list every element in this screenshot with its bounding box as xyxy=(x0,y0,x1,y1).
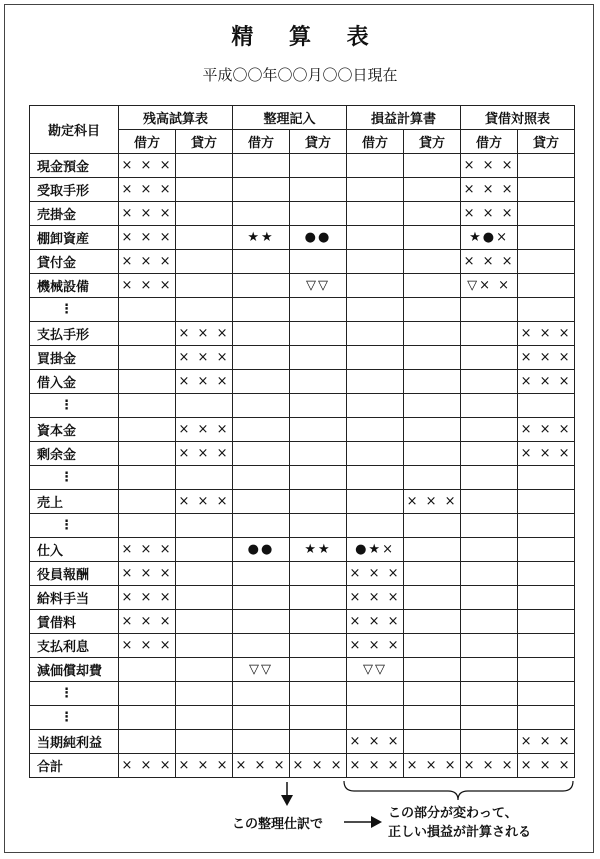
amount-cell xyxy=(404,538,461,562)
table-row xyxy=(30,370,575,394)
amount-cell: × × × xyxy=(461,178,518,202)
account-name-cell: 役員報酬 xyxy=(30,562,119,586)
note-adjusting-entry: この整理仕訳で xyxy=(232,817,324,832)
account-name-cell: 資本金 xyxy=(30,418,119,442)
amount-cell xyxy=(290,562,347,586)
amount-cell: × × × xyxy=(119,586,176,610)
amount-cell: ●● xyxy=(290,226,347,250)
debit-header: 借方 xyxy=(461,130,518,154)
amount-cell xyxy=(518,706,575,730)
amount-cell: × × × xyxy=(119,754,176,778)
amount-cell xyxy=(290,250,347,274)
right-arrow-icon xyxy=(371,816,382,828)
amount-cell xyxy=(404,682,461,706)
amount-cell xyxy=(347,202,404,226)
amount-cell xyxy=(461,562,518,586)
amount-cell xyxy=(233,706,290,730)
amount-cell xyxy=(233,322,290,346)
amount-cell xyxy=(290,610,347,634)
credit-header: 貸方 xyxy=(404,130,461,154)
table-row xyxy=(30,514,575,538)
amount-cell xyxy=(119,706,176,730)
amount-cell xyxy=(461,466,518,490)
amount-cell: ★★ xyxy=(233,226,290,250)
amount-cell xyxy=(404,178,461,202)
amount-cell xyxy=(176,514,233,538)
debit-header: 借方 xyxy=(119,130,176,154)
amount-cell xyxy=(119,370,176,394)
amount-cell xyxy=(461,298,518,322)
amount-cell: × × × xyxy=(404,490,461,514)
amount-cell xyxy=(347,514,404,538)
amount-cell: × × × xyxy=(347,610,404,634)
amount-cell xyxy=(233,202,290,226)
amount-cell xyxy=(404,250,461,274)
debit-header: 借方 xyxy=(233,130,290,154)
amount-cell: × × × xyxy=(461,202,518,226)
amount-cell: × × × xyxy=(233,754,290,778)
as-of-date: 平成〇〇年〇〇月〇〇日現在 xyxy=(202,66,398,84)
table-row xyxy=(30,202,575,226)
amount-cell xyxy=(176,250,233,274)
amount-cell xyxy=(290,298,347,322)
table-row xyxy=(30,442,575,466)
amount-cell xyxy=(119,322,176,346)
amount-cell xyxy=(176,610,233,634)
table-row xyxy=(30,730,575,754)
amount-cell xyxy=(290,490,347,514)
amount-cell xyxy=(233,730,290,754)
amount-cell: × × × xyxy=(119,274,176,298)
amount-cell xyxy=(518,682,575,706)
amount-cell xyxy=(404,634,461,658)
amount-cell: × × × xyxy=(461,154,518,178)
account-name-cell: 支払手形 xyxy=(30,322,119,346)
amount-cell: × × × xyxy=(518,370,575,394)
account-name-cell: ⋮ xyxy=(30,682,119,706)
amount-cell xyxy=(176,562,233,586)
table-row xyxy=(30,466,575,490)
amount-cell xyxy=(404,202,461,226)
amount-cell xyxy=(404,562,461,586)
amount-cell: × × × xyxy=(176,346,233,370)
account-name-cell: ⋮ xyxy=(30,298,119,322)
amount-cell xyxy=(290,178,347,202)
amount-cell: × × × xyxy=(119,562,176,586)
amount-cell xyxy=(119,394,176,418)
table-row xyxy=(30,322,575,346)
account-name-cell: ⋮ xyxy=(30,394,119,418)
table-row xyxy=(30,706,575,730)
amount-cell xyxy=(461,538,518,562)
amount-cell: × × × xyxy=(176,754,233,778)
amount-cell xyxy=(347,442,404,466)
amount-cell xyxy=(290,154,347,178)
amount-cell xyxy=(347,682,404,706)
amount-cell xyxy=(347,370,404,394)
amount-cell xyxy=(461,682,518,706)
amount-cell: × × × xyxy=(347,586,404,610)
amount-cell xyxy=(518,562,575,586)
income-statement-header: 損益計算書 xyxy=(347,106,461,130)
amount-cell xyxy=(461,610,518,634)
amount-cell xyxy=(404,586,461,610)
amount-cell: × × × xyxy=(119,154,176,178)
table-row xyxy=(30,634,575,658)
table-row xyxy=(30,298,575,322)
amount-cell xyxy=(518,634,575,658)
amount-cell xyxy=(347,298,404,322)
amount-cell xyxy=(518,226,575,250)
amount-cell xyxy=(461,658,518,682)
account-name-cell: 現金預金 xyxy=(30,154,119,178)
table-row xyxy=(30,346,575,370)
table-row xyxy=(30,154,575,178)
amount-cell: × × × xyxy=(176,418,233,442)
worksheet-body xyxy=(30,154,575,778)
amount-cell xyxy=(404,322,461,346)
table-row xyxy=(30,562,575,586)
amount-cell xyxy=(290,658,347,682)
amount-cell xyxy=(518,154,575,178)
amount-cell xyxy=(461,418,518,442)
amount-cell: × × × xyxy=(404,754,461,778)
amount-cell xyxy=(404,442,461,466)
amount-cell xyxy=(233,274,290,298)
account-name-cell: ⋮ xyxy=(30,706,119,730)
amount-cell: ▽▽ xyxy=(233,658,290,682)
table-row xyxy=(30,490,575,514)
account-name-cell: 貸付金 xyxy=(30,250,119,274)
amount-cell xyxy=(461,322,518,346)
amount-cell xyxy=(119,442,176,466)
amount-cell xyxy=(176,682,233,706)
amount-cell xyxy=(518,298,575,322)
amount-cell xyxy=(119,490,176,514)
amount-cell xyxy=(461,586,518,610)
note-result-line1: この部分が変わって、 xyxy=(388,806,518,821)
amount-cell xyxy=(347,322,404,346)
amount-cell xyxy=(176,274,233,298)
amount-cell xyxy=(176,706,233,730)
balance-sheet-header: 貸借対照表 xyxy=(461,106,575,130)
amount-cell: × × × xyxy=(119,202,176,226)
amount-cell xyxy=(290,466,347,490)
amount-cell: × × × xyxy=(119,634,176,658)
amount-cell xyxy=(176,394,233,418)
amount-cell: × × × xyxy=(518,322,575,346)
amount-cell: × × × xyxy=(119,250,176,274)
amount-cell xyxy=(290,634,347,658)
amount-cell xyxy=(119,682,176,706)
account-column-header: 勘定科目 xyxy=(30,106,119,154)
amount-cell xyxy=(518,202,575,226)
page-title: 精 算 表 xyxy=(231,25,383,50)
amount-cell: × × × xyxy=(290,754,347,778)
amount-cell xyxy=(233,610,290,634)
amount-cell xyxy=(461,370,518,394)
amount-cell xyxy=(233,562,290,586)
amount-cell xyxy=(233,634,290,658)
account-name-cell: 棚卸資産 xyxy=(30,226,119,250)
amount-cell xyxy=(176,730,233,754)
account-name-cell: 買掛金 xyxy=(30,346,119,370)
amount-cell xyxy=(233,418,290,442)
amount-cell xyxy=(347,274,404,298)
amount-cell xyxy=(404,514,461,538)
amount-cell xyxy=(290,322,347,346)
amount-cell xyxy=(518,610,575,634)
amount-cell xyxy=(233,394,290,418)
amount-cell: × × × xyxy=(518,418,575,442)
amount-cell xyxy=(290,346,347,370)
down-arrow-icon xyxy=(281,795,293,806)
amount-cell xyxy=(347,706,404,730)
amount-cell xyxy=(176,466,233,490)
amount-cell xyxy=(404,274,461,298)
trial-balance-header: 残高試算表 xyxy=(119,106,233,130)
amount-cell xyxy=(404,346,461,370)
amount-cell: × × × xyxy=(347,730,404,754)
amount-cell xyxy=(290,730,347,754)
amount-cell xyxy=(518,394,575,418)
table-row xyxy=(30,250,575,274)
amount-cell: ▽▽ xyxy=(347,658,404,682)
amount-cell xyxy=(233,442,290,466)
amount-cell: × × × xyxy=(461,250,518,274)
amount-cell: × × × xyxy=(518,754,575,778)
amount-cell: × × × xyxy=(347,562,404,586)
amount-cell xyxy=(290,706,347,730)
amount-cell xyxy=(518,586,575,610)
amount-cell xyxy=(176,202,233,226)
amount-cell xyxy=(404,730,461,754)
amount-cell: × × × xyxy=(347,634,404,658)
note-result xyxy=(388,804,531,842)
account-name-cell: 減価償却費 xyxy=(30,658,119,682)
account-name-cell: 機械設備 xyxy=(30,274,119,298)
amount-cell xyxy=(461,514,518,538)
amount-cell xyxy=(176,178,233,202)
amount-cell xyxy=(233,154,290,178)
amount-cell xyxy=(347,394,404,418)
amount-cell xyxy=(233,298,290,322)
account-name-cell: 当期純利益 xyxy=(30,730,119,754)
amount-cell: × × × xyxy=(518,730,575,754)
amount-cell xyxy=(233,346,290,370)
amount-cell xyxy=(290,418,347,442)
amount-cell xyxy=(404,298,461,322)
amount-cell: × × × xyxy=(119,610,176,634)
amount-cell: × × × xyxy=(119,226,176,250)
amount-cell xyxy=(404,370,461,394)
amount-cell: × × × xyxy=(119,178,176,202)
account-name-cell: 賃借料 xyxy=(30,610,119,634)
amount-cell xyxy=(404,658,461,682)
account-name-cell: 受取手形 xyxy=(30,178,119,202)
amount-cell xyxy=(119,298,176,322)
credit-header: 貸方 xyxy=(176,130,233,154)
amount-cell xyxy=(461,706,518,730)
amount-cell xyxy=(233,514,290,538)
amount-cell: ▽▽ xyxy=(290,274,347,298)
amount-cell xyxy=(290,442,347,466)
note-result-line2: 正しい損益が計算される xyxy=(388,825,532,840)
amount-cell xyxy=(518,466,575,490)
amount-cell: × × × xyxy=(176,322,233,346)
amount-cell xyxy=(518,658,575,682)
amount-cell: ●● xyxy=(233,538,290,562)
account-name-cell: 借入金 xyxy=(30,370,119,394)
amount-cell xyxy=(290,586,347,610)
amount-cell xyxy=(176,658,233,682)
account-name-cell: 給料手当 xyxy=(30,586,119,610)
amount-cell xyxy=(404,418,461,442)
amount-cell xyxy=(347,346,404,370)
table-row xyxy=(30,538,575,562)
amount-cell: ★★ xyxy=(290,538,347,562)
table-row xyxy=(30,394,575,418)
amount-cell xyxy=(518,538,575,562)
amount-cell xyxy=(347,178,404,202)
credit-header: 貸方 xyxy=(518,130,575,154)
amount-cell xyxy=(233,370,290,394)
amount-cell xyxy=(404,226,461,250)
amount-cell: × × × xyxy=(176,442,233,466)
amount-cell xyxy=(176,586,233,610)
credit-header: 貸方 xyxy=(290,130,347,154)
account-name-cell: 売上 xyxy=(30,490,119,514)
amount-cell xyxy=(176,226,233,250)
amount-cell xyxy=(176,538,233,562)
amount-cell xyxy=(461,346,518,370)
amount-cell xyxy=(461,634,518,658)
amount-cell xyxy=(347,466,404,490)
amount-cell xyxy=(290,682,347,706)
amount-cell xyxy=(518,250,575,274)
amount-cell xyxy=(461,730,518,754)
amount-cell: × × × xyxy=(176,490,233,514)
amount-cell xyxy=(233,490,290,514)
adjustments-header: 整理記入 xyxy=(233,106,347,130)
amount-cell xyxy=(518,490,575,514)
amount-cell xyxy=(233,586,290,610)
amount-cell xyxy=(461,394,518,418)
amount-cell xyxy=(290,394,347,418)
account-name-cell: 売掛金 xyxy=(30,202,119,226)
account-name-cell: 合計 xyxy=(30,754,119,778)
amount-cell xyxy=(290,202,347,226)
amount-cell: × × × xyxy=(347,754,404,778)
amount-cell xyxy=(119,466,176,490)
amount-cell xyxy=(404,154,461,178)
table-row xyxy=(30,274,575,298)
account-name-cell: 剰余金 xyxy=(30,442,119,466)
amount-cell xyxy=(176,298,233,322)
amount-cell xyxy=(404,466,461,490)
amount-cell: ●★× xyxy=(347,538,404,562)
account-name-cell: 仕入 xyxy=(30,538,119,562)
table-row xyxy=(30,658,575,682)
amount-cell xyxy=(518,178,575,202)
amount-cell xyxy=(347,250,404,274)
table-row xyxy=(30,418,575,442)
amount-cell xyxy=(347,490,404,514)
amount-cell xyxy=(404,706,461,730)
amount-cell xyxy=(347,418,404,442)
amount-cell xyxy=(461,490,518,514)
amount-cell xyxy=(347,154,404,178)
amount-cell xyxy=(404,610,461,634)
table-row xyxy=(30,226,575,250)
amount-cell xyxy=(119,514,176,538)
amount-cell xyxy=(347,226,404,250)
amount-cell: × × × xyxy=(461,754,518,778)
amount-cell: × × × xyxy=(176,370,233,394)
amount-cell xyxy=(233,178,290,202)
amount-cell xyxy=(176,634,233,658)
account-name-cell: 支払利息 xyxy=(30,634,119,658)
worksheet-table xyxy=(29,105,575,778)
table-row xyxy=(30,586,575,610)
amount-cell xyxy=(290,370,347,394)
account-name-cell: ⋮ xyxy=(30,466,119,490)
amount-cell xyxy=(233,682,290,706)
amount-cell: × × × xyxy=(518,346,575,370)
brace-bracket xyxy=(344,781,573,800)
account-name-cell: ⋮ xyxy=(30,514,119,538)
amount-cell xyxy=(290,514,347,538)
amount-cell xyxy=(119,658,176,682)
amount-cell xyxy=(233,466,290,490)
amount-cell xyxy=(119,346,176,370)
amount-cell xyxy=(233,250,290,274)
amount-cell: ★●× xyxy=(461,226,518,250)
amount-cell xyxy=(518,274,575,298)
table-row xyxy=(30,682,575,706)
amount-cell xyxy=(404,394,461,418)
table-row xyxy=(30,610,575,634)
amount-cell: × × × xyxy=(119,538,176,562)
amount-cell: ▽× × xyxy=(461,274,518,298)
table-row xyxy=(30,178,575,202)
amount-cell: × × × xyxy=(518,442,575,466)
amount-cell xyxy=(518,514,575,538)
amount-cell xyxy=(176,154,233,178)
amount-cell xyxy=(119,418,176,442)
amount-cell xyxy=(119,730,176,754)
debit-header: 借方 xyxy=(347,130,404,154)
amount-cell xyxy=(461,442,518,466)
